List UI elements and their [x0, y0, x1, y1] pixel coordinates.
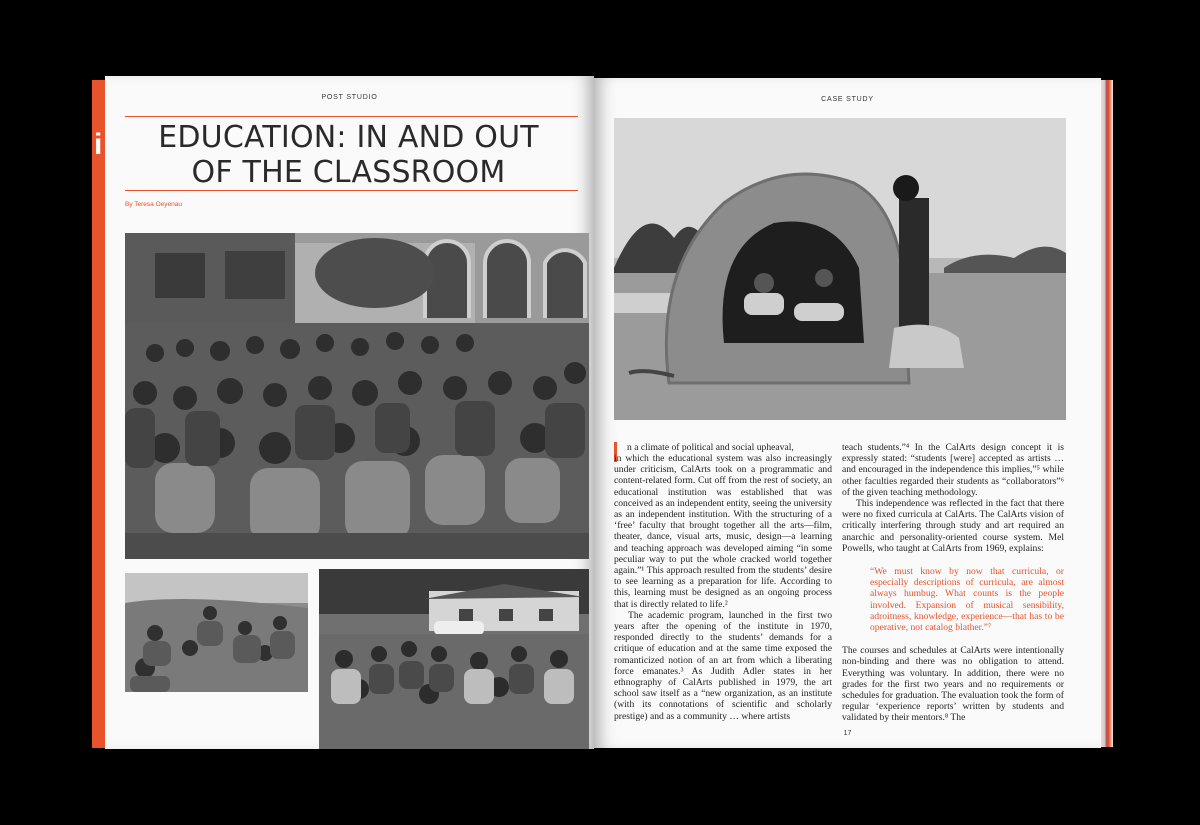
right-page	[594, 78, 1101, 748]
body-column-1	[614, 442, 832, 722]
running-head-left: POST STUDIO	[321, 94, 378, 101]
photo-lawn-circle	[319, 569, 589, 749]
page-title	[125, 120, 572, 190]
photo-hillside-group	[125, 573, 308, 692]
title-rule-bottom	[125, 190, 578, 191]
body-column-2	[842, 442, 1064, 724]
book-edge-left	[92, 80, 106, 748]
photo-dome-sculpture	[614, 118, 1066, 420]
byline: By Teresa Oeyenau	[125, 201, 182, 208]
col2-para-1: teach students.”⁴ In the CalArts design concept it is expressly stated: “students [were] accepted as artists … and encouraged in the independence this implies,”⁵ while other faculties regarded their students as “collaborators”⁶ of the given teaching methodology.	[842, 442, 1064, 498]
page-title-line2: OF THE CLASSROOM	[191, 155, 506, 190]
page-title-line1: EDUCATION: IN AND OUT	[158, 120, 539, 155]
title-rule-top	[125, 116, 578, 117]
photo-courtyard-assembly	[125, 233, 589, 559]
page-number: 17	[843, 730, 852, 737]
left-page	[105, 76, 594, 749]
running-head-right: CASE STUDY	[821, 96, 874, 103]
book-edge-right	[1099, 80, 1113, 747]
col1-first-line: n a climate of political and social upheaval,	[614, 442, 832, 462]
col1-para-1: in which the educational system was also increasingly under criticism, CalArts took on a programmatic and content-related form. Cut off from the rest of society, an educational institution was established that was conceived as an independent entity, seeing the university as an independent institution. With the structuring of a ‘free’ faculty that brought together all the arts—film, theater, dance, visual arts, music, design—a learning and teaching approach was developed aiming “in some peculiar way to put the whole cracked world together again.”¹ This approach resulted from the students’ desire to see learning as a preparation for life. According to this, learning must be designed as an ongoing process that is directly related to life.²	[614, 453, 832, 610]
edge-glyph: i	[94, 128, 103, 161]
block-quote: “We must know by now that curricula, or especially descriptions of curricula, are almost always humbug. What counts is the people involved. Expansion of musical sensibility, adroitness, knowledge, experience—that has to be operative, not catalog blather.”⁷	[870, 566, 1064, 634]
col2-para-2: This independence was reflected in the fact that there were no fixed curricula at CalArts. The CalArts vision of critically interfering through study and art required an anarchic and personality-oriented course system. Mel Powells, who taught at CalArts from 1969, explains:	[842, 498, 1064, 554]
col2-para-3: The courses and schedules at CalArts were intentionally non-binding and there was no obligation to attend. Everything was voluntary. In addition, there were no grades for the first two years and no requirements or schedules for graduation. The evaluation took the form of regular ‘experience reports’ written by students and validated by their mentors.⁸ The	[842, 645, 1064, 724]
col1-para-2: The academic program, launched in the first two years after the opening of the institute in 1970, responded directly to the students’ demands for a critique of education and at the same time exposed the romanticized notion of an art from which a liberating force emanates.³ As Judith Adler states in her ethnography of CalArts published in 1979, the art school saw itself as a “new organization, as an institute (with its connotations of scientific and scholarly prestige) and as a community … where artists	[614, 609, 832, 722]
